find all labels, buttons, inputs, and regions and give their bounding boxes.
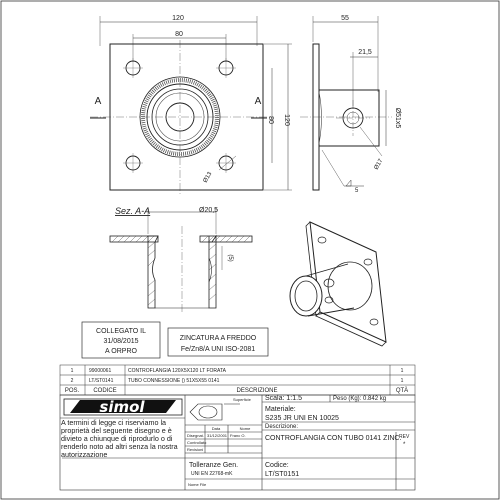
dim-section-diameter: Ø20,5: [199, 207, 219, 214]
dim-offset-21-5: 21,5: [358, 49, 372, 56]
legal-notice-text: A termini di legge ci riserviamo la proprietà del seguente disegno e è divieto a chiunque di riprodurlo o di renderlo noto ad altri senza la nostra autorizzazione: [61, 419, 178, 459]
table-row: [71, 368, 404, 374]
bom-rows: [65, 368, 408, 394]
dim-width-120: 120: [172, 15, 184, 22]
controllato-label: Controllato: [187, 440, 207, 445]
side-view: [300, 15, 401, 194]
isometric-view: [290, 222, 386, 346]
legal-notice: [61, 419, 184, 459]
section-label: Sez. A-A: [115, 206, 151, 216]
material-value: S235 JR UNI EN 10025: [265, 415, 339, 422]
section-a-a: [110, 206, 252, 314]
bom-code: LT/ST0141: [89, 378, 114, 384]
bom-code: 99000061: [89, 368, 112, 374]
dim-section-depth: (5): [227, 254, 233, 262]
weld-size-5: 5: [355, 188, 359, 194]
table-row: [71, 378, 404, 384]
dim-length-55: 55: [341, 15, 349, 22]
rev-value: *: [403, 442, 406, 448]
dim-vertical-120: 120: [283, 114, 290, 126]
iso-plate: [310, 222, 386, 342]
collegato-line-1: COLLEGATO IL: [96, 328, 146, 335]
bom-qty: 1: [400, 368, 404, 374]
bom-desc: CONTROFLANGIA 120X5X120 LT FORATA: [128, 368, 226, 374]
bom-desc: TUBO CONNESSIONE () 51X5X55 0141: [128, 378, 220, 384]
collegato-line-3: A ORPRO: [105, 348, 137, 355]
section-mark-left: A: [94, 96, 102, 107]
zincatura-line-2: Fe/Zn8/A UNI ISO-2081: [180, 346, 256, 353]
material-label: Materiale:: [265, 406, 296, 413]
front-view: [90, 15, 292, 196]
dim-hole-13: Ø13: [202, 171, 214, 184]
dim-vertical-80: 80: [267, 116, 274, 124]
dim-hole-spacing-80: 80: [175, 31, 183, 38]
disegnat-name: Franc O.: [230, 433, 246, 438]
scale-value: Scala: 1:1.5: [265, 395, 302, 402]
bom-pos: 2: [70, 378, 74, 384]
tolerances-value: UNI EN 22768-mK: [191, 471, 233, 477]
surface-finish-symbol: [190, 397, 252, 420]
data-column-label: Data: [211, 426, 221, 431]
tolerances-label: Tolleranze Gen.: [189, 462, 239, 469]
code-value: LT/ST0151: [265, 471, 300, 478]
revisioni-label: Revisioni: [187, 447, 204, 452]
logo-text: simol: [99, 398, 145, 416]
bom-qty: 1: [400, 378, 404, 384]
bom-header-code: CODICE: [93, 388, 117, 394]
description-value: CONTROFLANGIA CON TUBO 0141 ZINC.: [265, 435, 402, 442]
bom-header-desc: DESCRIZIONE: [236, 388, 278, 394]
section-mark-right: A: [254, 96, 262, 107]
dim-cross-hole-17: Ø17: [373, 158, 385, 171]
file-name-label: Nome File: [188, 482, 207, 487]
description-label: Descrizione:: [265, 424, 299, 430]
bom-pos: 1: [70, 368, 74, 374]
superficie-label: Superficie: [233, 397, 251, 402]
bom-header-row: [65, 387, 408, 394]
zincatura-line-1: ZINCATURA A FREDDO: [179, 335, 257, 342]
simol-logo: [64, 398, 182, 416]
notes-area: [82, 322, 268, 358]
rev-label: REV: [399, 434, 410, 440]
dim-tube-diameter: Ø51x5: [394, 107, 401, 129]
code-label: Codice:: [265, 462, 289, 469]
disegnat-label: Disegnat.: [187, 433, 204, 438]
bom-header-qty: QTÀ: [395, 388, 409, 394]
bom-header-pos: POS.: [64, 388, 80, 394]
weight-value: Peso (Kg): 0.842 kg: [333, 396, 387, 402]
disegnat-date: 31/12/2001: [207, 433, 228, 438]
nome-column-label: Nome: [239, 426, 251, 431]
collegato-line-2: 31/08/2015: [103, 338, 139, 345]
